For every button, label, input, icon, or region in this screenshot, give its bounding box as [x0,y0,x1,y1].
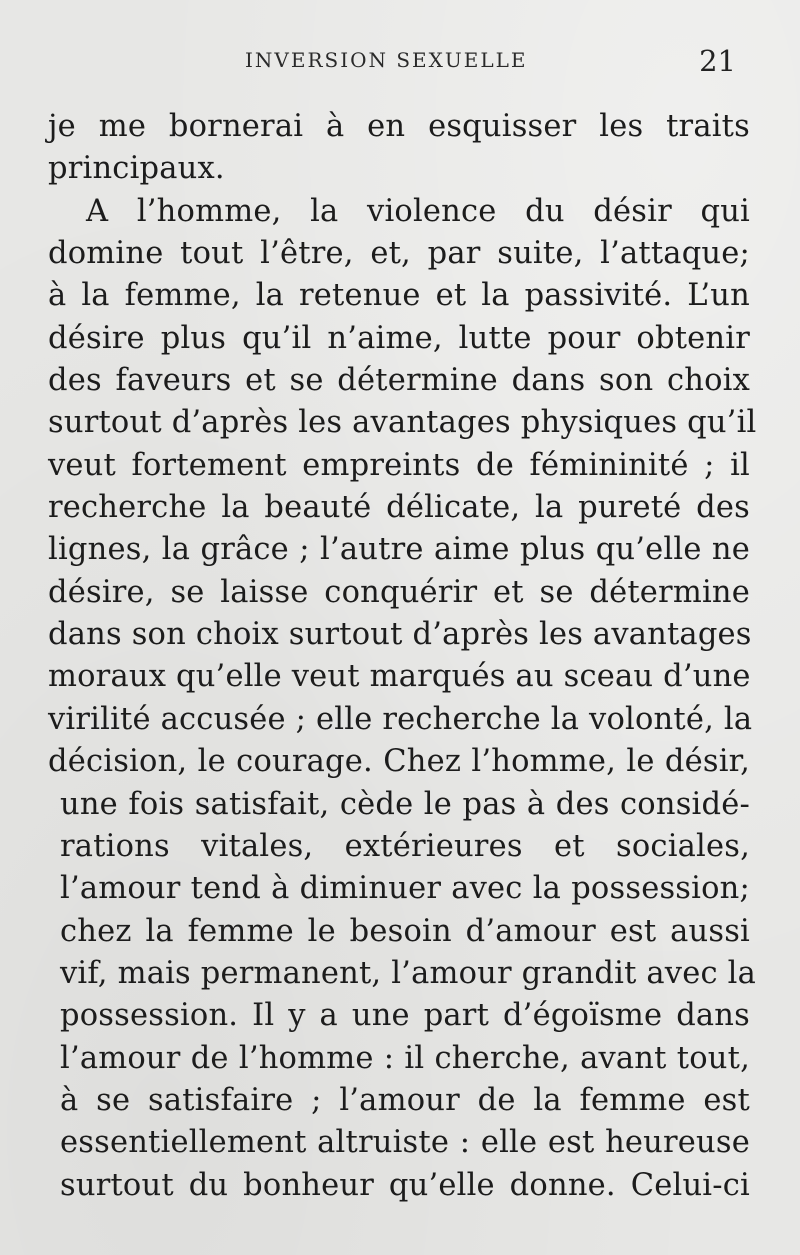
text-line: domine tout l’être, et, par suite, l’attaque; [48,236,750,272]
text-line: dans son choix surtout d’après les avantages [48,617,752,653]
text-line: vif, mais permanent, l’amour grandit avec la [60,955,757,991]
text-line: une fois satisfait, cède le pas à des considé- [60,786,750,822]
text-line: à la femme, la retenue et la passivité. L’un [48,278,750,314]
page-number: 21 [699,44,736,78]
text-line: décision, le courage. Chez l’homme, le désir, [48,744,750,780]
running-header [0,44,800,84]
text-line: essentiellement altruiste : elle est heureuse [60,1125,750,1161]
text-line: des faveurs et se détermine dans son choix [48,363,750,399]
running-title: INVERSION SEXUELLE [245,48,528,72]
text-line: je me bornerai à en esquisser les traits [48,109,750,144]
body-text [48,106,757,1207]
text-line: recherche la beauté délicate, la pureté des [48,490,750,526]
text-line: virilité accusée ; elle recherche la volonté, la [48,701,753,737]
text-line: principaux. [48,151,225,187]
text-line: veut fortement empreints de fémininité ; il [48,447,750,483]
text-line: surtout d’après les avantages physiques qu’il [48,405,757,441]
text-line: possession. Il y a une part d’égoïsme dans [60,998,750,1034]
text-line: l’amour tend à diminuer avec la possession; [60,871,750,907]
text-line: rations vitales, extérieures et sociales, [60,828,750,864]
text-line: l’amour de l’homme : il cherche, avant tout, [60,1040,750,1076]
text-line: lignes, la grâce ; l’autre aime plus qu’elle ne [48,532,750,568]
text-line: moraux qu’elle veut marqués au sceau d’une [48,659,751,695]
text-line: chez la femme le besoin d’amour est aussi [60,913,750,949]
text-line: désire plus qu’il n’aime, lutte pour obtenir [48,320,750,356]
text-line: à se satisfaire ; l’amour de la femme est [60,1082,750,1118]
text-line: désire, se laisse conquérir et se détermine [48,574,750,610]
text-line: A l’homme, la violence du désir qui [86,193,750,229]
text-line: surtout du bonheur qu’elle donne. Celui-ci [60,1167,750,1203]
